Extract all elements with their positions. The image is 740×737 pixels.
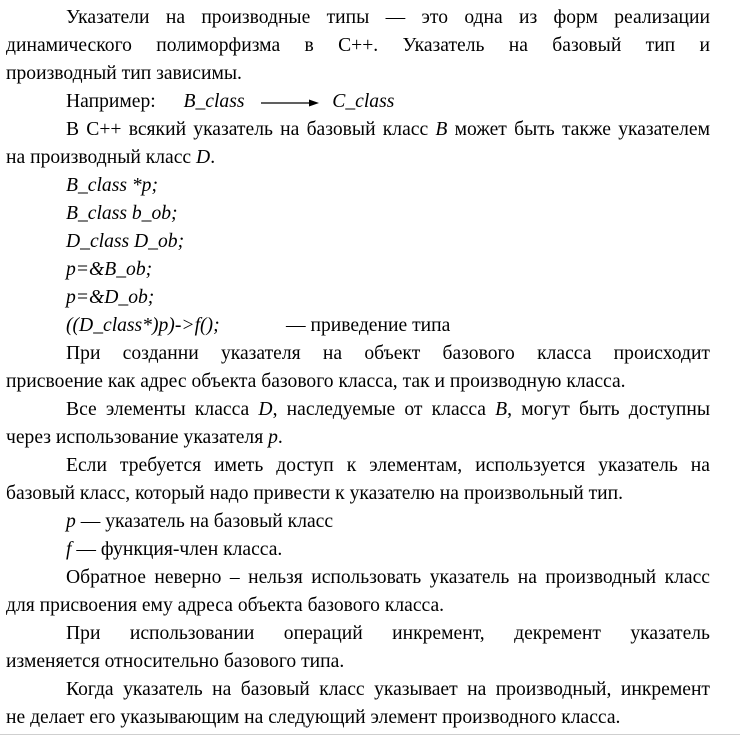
paragraph-line: присвоение как адрес объекта базового класса, так и производную класса.	[6, 371, 626, 392]
paragraph-line: Если требуется иметь доступ к элементам, используется указатель на	[66, 455, 710, 476]
paragraph-line	[6, 424, 283, 452]
definition-term: f	[66, 539, 72, 560]
paragraph-line	[66, 116, 710, 144]
code-line: B_class b_ob;	[66, 203, 178, 224]
class-name-B: B	[435, 119, 448, 140]
definition-text: — указатель на базовый класс	[75, 511, 334, 532]
code-line: D_class D_ob;	[66, 231, 185, 252]
text-run: через использование указателя	[6, 427, 269, 448]
code-line: p=&B_ob;	[66, 259, 153, 280]
class-name-D: D	[196, 147, 211, 168]
class-name-B: B	[495, 399, 508, 420]
pointer-name-p: p	[268, 427, 278, 448]
paragraph-line: изменяется относительно базового типа.	[6, 651, 345, 672]
paragraph-line	[6, 144, 215, 172]
paragraph-line: динамического полиморфизма в С++. Указатель на базовый тип и	[6, 35, 710, 56]
text-run: , могут быть доступны	[507, 399, 710, 420]
text-run: , наследуемые от класса	[272, 399, 496, 420]
example-line	[66, 88, 394, 116]
class-name-D: D	[258, 399, 273, 420]
paragraph-line: При созданни указателя на объект базового класса происходит	[66, 343, 710, 364]
text-run: может быть также указателем	[447, 119, 710, 140]
code-cast: ((D_class*)p)->f();	[66, 315, 220, 336]
code-line: p=&D_ob;	[66, 287, 155, 308]
text-run: Все элементы класса	[66, 399, 259, 420]
code-line	[66, 312, 451, 340]
right-arrow-icon	[261, 89, 319, 117]
paragraph-line: При использовании операций инкремент, декремент указатель	[66, 623, 710, 644]
paragraph-line: базовый класс, который надо привести к указателю на произвольный тип.	[6, 483, 624, 504]
example-to-class: C_class	[332, 91, 395, 112]
example-label: Например:	[66, 91, 156, 112]
paragraph-line	[66, 396, 710, 424]
text-run: на производный класс	[6, 147, 197, 168]
paragraph-line: для присвоения ему адреса объекта базового класса.	[6, 595, 445, 616]
code-line: B_class *p;	[66, 175, 158, 196]
page-bottom-divider	[0, 734, 740, 735]
definition-line	[66, 508, 333, 536]
paragraph-line: Обратное неверно – нельзя использовать указатель на производный класс	[66, 567, 710, 588]
example-from-class: B_class	[183, 91, 245, 112]
definition-line	[66, 536, 282, 564]
paragraph-line: Указатели на производные типы — это одна из форм реализации	[66, 7, 710, 28]
definition-term: p	[66, 511, 76, 532]
text-run: .	[210, 147, 216, 168]
text-run: В С++ всякий указатель на базовый класс	[66, 119, 436, 140]
paragraph-line: производный тип зависимы.	[6, 63, 242, 84]
paragraph-line: не делает его указывающим на следующий элемент производного класса.	[6, 707, 621, 728]
paragraph-line: Когда указатель на базовый класс указывает на производный, инкремент	[66, 679, 710, 700]
text-run: .	[277, 427, 283, 448]
definition-text: — функция-член класса.	[71, 539, 283, 560]
code-comment: — приведение типа	[286, 315, 451, 336]
